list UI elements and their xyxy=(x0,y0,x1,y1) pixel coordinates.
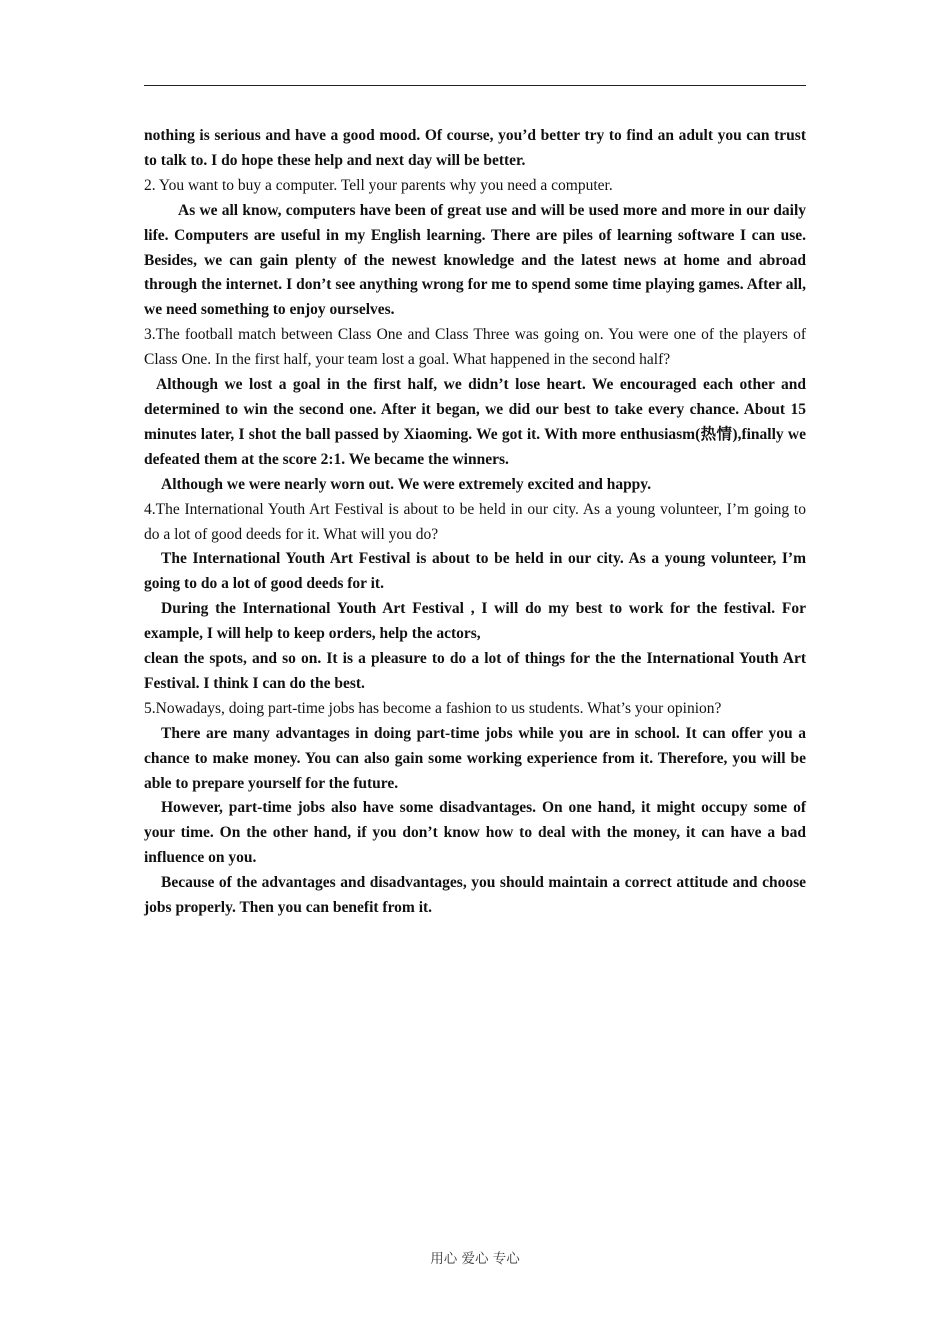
answer-4-paragraph-2: During the International Youth Art Festival , I will do my best to work for the festival. For example, I will help to keep orders, help the actors, xyxy=(144,600,806,643)
question-4: 4.The International Youth Art Festival is about to be held in our city. As a young volunteer, I’m going to do a lot of good deeds for it. What will you do? xyxy=(144,500,806,543)
header-rule xyxy=(144,85,806,86)
question-2: 2. You want to buy a computer. Tell your parents why you need a computer. xyxy=(144,176,613,194)
question-5: 5.Nowadays, doing part-time jobs has become a fashion to us students. What’s your opinion? xyxy=(144,699,722,717)
question-3: 3.The football match between Class One and Class Three was going on. You were one of the players of Class One. In the first half, your team lost a goal. What happened in the second half? xyxy=(144,326,806,369)
answer-4-paragraph-1: The International Youth Art Festival is about to be held in our city. As a young volunteer, I’m going to do a lot of good deeds for it. xyxy=(144,550,806,593)
answer-4-paragraph-3: clean the spots, and so on. It is a pleasure to do a lot of things for the the International Youth Art Festival. I think I can do the best. xyxy=(144,650,806,692)
paragraph-continuation: nothing is serious and have a good mood. Of course, you’d better try to find an adult you can trust to talk to. I do hope these help and next day will be better. xyxy=(144,127,806,169)
answer-3-paragraph-2: Although we were nearly worn out. We were extremely excited and happy. xyxy=(161,475,652,493)
document-body xyxy=(144,124,806,921)
answer-5-paragraph-2: However, part-time jobs also have some disadvantages. On one hand, it might occupy some of your time. On the other hand, if you don’t know how to deal with the money, it can have a bad influence on you. xyxy=(144,799,806,867)
answer-3-paragraph-1: Although we lost a goal in the first half, we didn’t lose heart. We encouraged each other and determined to win the second one. After it began, we did our best to take every chance. About 15 minutes later, I shot the ball passed by Xiaoming. We got it. With more enthusiasm(热情),finally we defeated them at the score 2:1. We became the winners. xyxy=(144,376,806,468)
answer-2: As we all know, computers have been of great use and will be used more and more in our daily life. Computers are useful in my English learning. There are piles of learning software I can use. Besides, we can gain plenty of the newest knowledge and the latest news at home and abroad through the internet. I don’t see anything wrong for me to spend some time playing games. After all, we need something to enjoy ourselves. xyxy=(144,201,806,319)
answer-5-paragraph-3: Because of the advantages and disadvantages, you should maintain a correct attitude and choose jobs properly. Then you can benefit from it. xyxy=(144,874,806,917)
page-footer: 用心 爱心 专心 xyxy=(430,1251,520,1267)
answer-5-paragraph-1: There are many advantages in doing part-time jobs while you are in school. It can offer you a chance to make money. You can also gain some working experience from it. Therefore, you will be able to prepare yourself for the future. xyxy=(144,724,806,792)
